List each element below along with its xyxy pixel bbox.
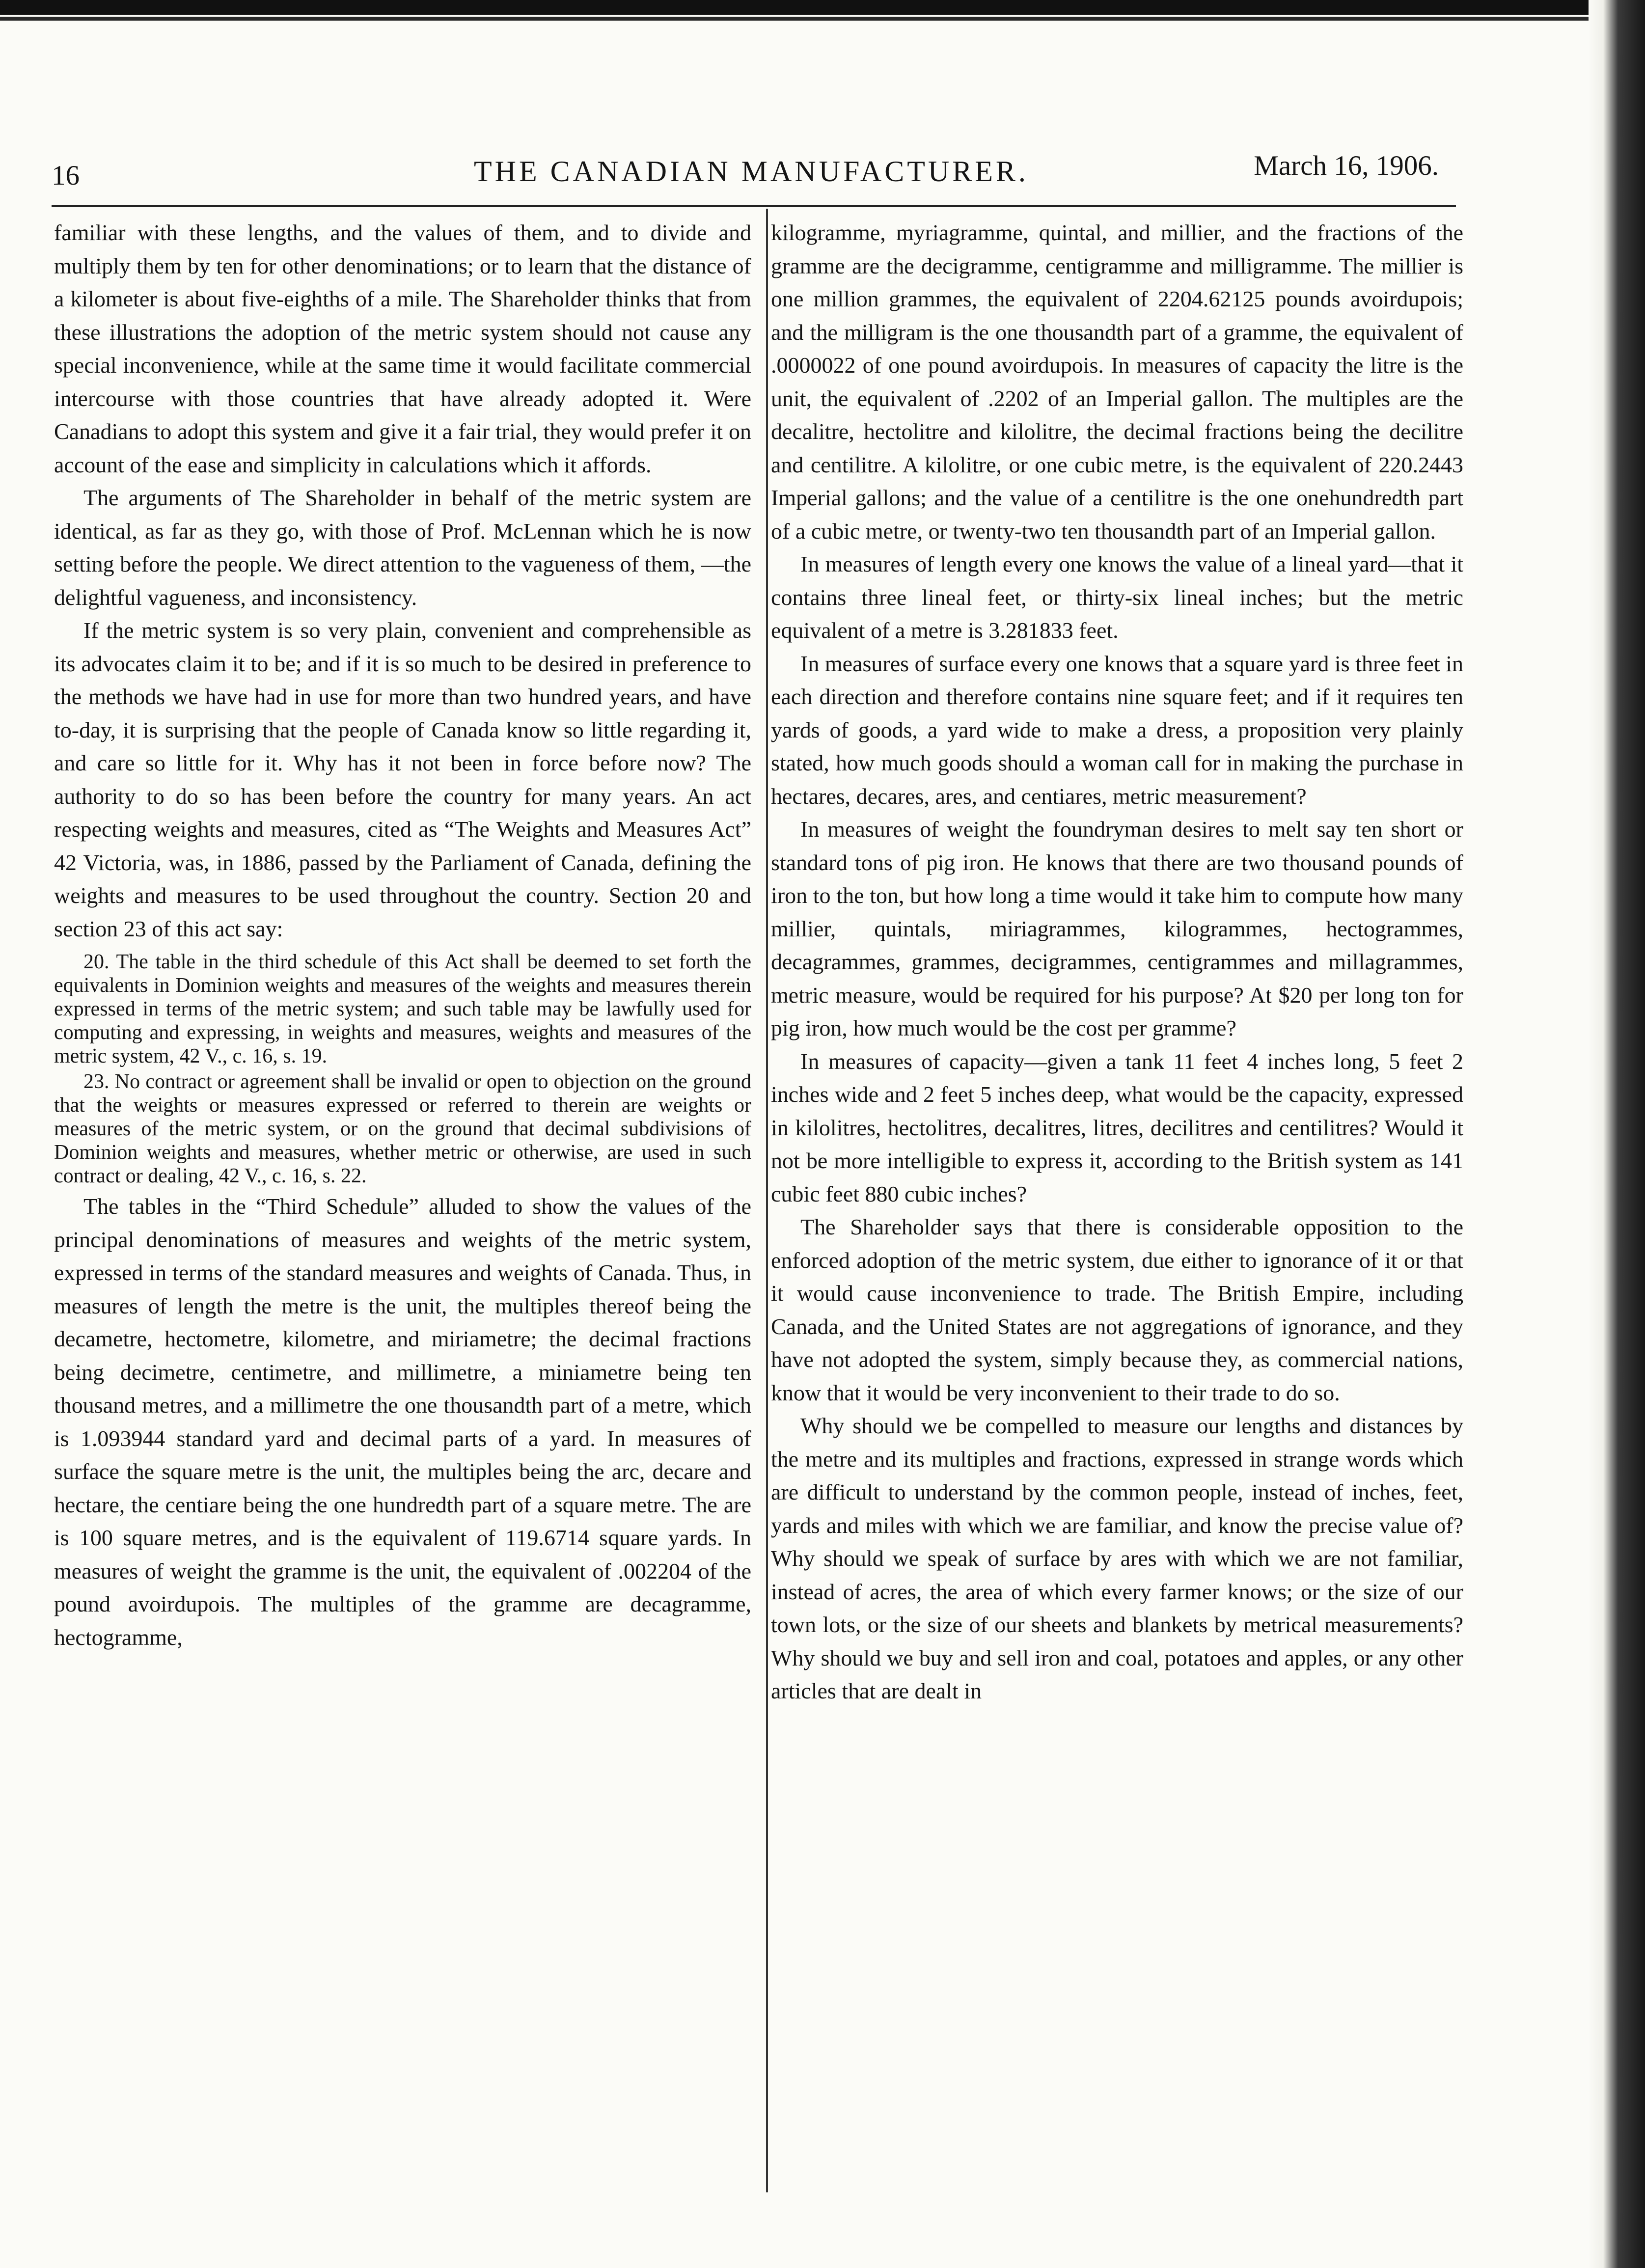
paragraph: The tables in the “Third Schedule” alluded to show the values of the principal denominations of measures and weights of the metric system, expressed in terms of the standard measures and weights of Canada. Thus, in measures of length the metre is the unit, the multiples thereof being the decametre, hectometre, kilometre, and miriametre; the decimal fractions being decimetre, centimetre, and millimetre, a miniametre being ten thousand metres, and a millimetre the one thousandth part of a metre, which is 1.093944 standard yard and decimal parts of a yard. In measures of surface the square metre is the unit, the multiples being the arc, decare and hectare, the centiare being the one hundredth part of a square metre. The are is 100 square metres, and is the equivalent of 119.6714 square yards. In measures of weight the gramme is the unit, the equivalent of .002204 of the pound avoirdupois. The multiples of the gramme are decagramme, hectogramme, [54, 1194, 751, 1650]
paragraph: In measures of capacity—given a tank 11 feet 4 inches long, 5 feet 2 inches wide and 2 feet 5 inches deep, what would be the capacity, expressed in kilolitres, hectolitres, decalitres, litres, decilitres and centilitres? Would it not be more intelligible to express it, according to the British system as 141 cubic feet 880 cubic inches? [771, 1048, 1463, 1206]
left-column [54, 216, 751, 1654]
header-rule [52, 205, 1456, 207]
page-header [52, 150, 1439, 204]
paragraph: kilogramme, myriagramme, quintal, and millier, and the fractions of the gramme are the decigramme, centigramme and milligramme. The millier is one million grammes, the equivalent of 2204.62125 pounds avoirdupois; and the milligram is the one thousandth part of a gramme, the equivalent of .0000022 of one pound avoirdupois. In measures of capacity the litre is the unit, the equivalent of .2202 of an Imperial gallon. The multiples are the decalitre, hectolitre and kilolitre, the decimal fractions being the decilitre and centilitre. A kilolitre, or one cubic metre, is the equivalent of 220.2443 Imperial gallons; and the value of a centilitre is the one onehundredth part of a cubic metre, or twenty-two ten thousandth part of an Imperial gallon. [771, 220, 1463, 544]
page-edge-shadow [1589, 0, 1645, 2268]
top-border-thin [0, 17, 1645, 21]
paragraph: Why should we be compelled to measure our lengths and distances by the metre and its multiples and fractions, expressed in strange words which are difficult to understand by the common people, instead of inches, feet, yards and miles with which we are familiar, and know the precise value of? Why should we speak of surface by ares with which we are not familiar, instead of acres, the area of which every farmer knows; or the size of our town lots, or the size of our sheets and blankets by metrical measurements? Why should we buy and sell iron and coal, potatoes and apples, or any other articles that are dealt in [771, 1413, 1463, 1703]
page-number: 16 [52, 160, 80, 191]
paragraph: In measures of length every one knows the value of a lineal yard—that it contains three lineal feet, or thirty-six lineal inches; but the metric equivalent of a metre is 3.281833 feet. [771, 551, 1463, 643]
paragraph: In measures of surface every one knows that a square yard is three feet in each direction and therefore contains nine square feet; and if it requires ten yards of goods, a yard wide to make a dress, a proposition very plainly stated, how much goods should a woman call for in making the purchase in hectares, decares, ares, and centiares, metric measurement? [771, 651, 1463, 809]
paragraph: familiar with these lengths, and the values of them, and to divide and multiply them by ten for other denominations; or to learn that the distance of a kilometer is about five-eighths of a mile. The Shareholder thinks that from these illustrations the adoption of the metric system should not cause any special inconvenience, while at the same time it would facilitate commercial intercourse with those countries that have already adopted it. Were Canadians to adopt this system and give it a fair trial, they would prefer it on account of the ease and simplicity in calculations which it affords. [54, 220, 751, 477]
paragraph: If the metric system is so very plain, convenient and comprehensible as its advocates claim it to be; and if it is so much to be desired in preference to the methods we have had in use for more than two hundred years, and have to-day, it is surprising that the people of Canada know so little regarding it, and care so little for it. Why has it not been in force before now? The authority to do so has been before the country for many years. An act respecting weights and measures, cited as “The Weights and Measures Act” 42 Victoria, was, in 1886, passed by the Parliament of Canada, defining the weights and measures to be used throughout the country. Section 20 and section 23 of this act say: [54, 618, 751, 941]
paragraph: The Shareholder says that there is considerable opposition to the enforced adoption of the metric system, due either to ignorance of it or that it would cause inconvenience to trade. The British Empire, including Canada, and the United States are not aggregations of ignorance, and they have not adopted the system, simply because they, as commercial nations, know that it would be very inconvenient to their trade to do so. [771, 1214, 1463, 1405]
right-column [771, 216, 1463, 1708]
column-divider [766, 209, 768, 2192]
publication-title: THE CANADIAN MANUFACTURER. [474, 155, 1029, 188]
paragraph: The arguments of The Shareholder in behalf of the metric system are identical, as far as they go, with those of Prof. McLennan which he is now setting before the people. We direct attention to the vagueness of them, —the delightful vagueness, and inconsistency. [54, 485, 751, 610]
paragraph: In measures of weight the foundryman desires to melt say ten short or standard tons of pig iron. He knows that there are two thousand pounds of iron to the ton, but how long a time would it take him to compute how many millier, quintals, miriagrammes, kilogrammes, hectogrammes, decagrammes, grammes, decigrammes, centigrammes and millagrammes, metric measure, would be required for his purpose? At $20 per long ton for pig iron, how much would be the cost per gramme? [771, 817, 1463, 1040]
top-border [0, 0, 1645, 15]
quoted-section-23: 23. No contract or agreement shall be invalid or open to objection on the ground that the weights or measures expressed or referred to therein are weights or measures of the metric system, or on the ground that decimal subdivisions of Dominion weights and measures, whether metric or otherwise, are used in such contract or dealing, 42 V., c. 16, s. 22. [54, 1070, 751, 1187]
issue-date: March 16, 1906. [1254, 150, 1439, 181]
quoted-section-20: 20. The table in the third schedule of this Act shall be deemed to set forth the equivalents in Dominion weights and measures of the weights and measures therein expressed in terms of the metric system; and such table may be lawfully used for computing and expressing, in weights and measures, weights and measures of the metric system, 42 V., c. 16, s. 19. [54, 951, 751, 1067]
